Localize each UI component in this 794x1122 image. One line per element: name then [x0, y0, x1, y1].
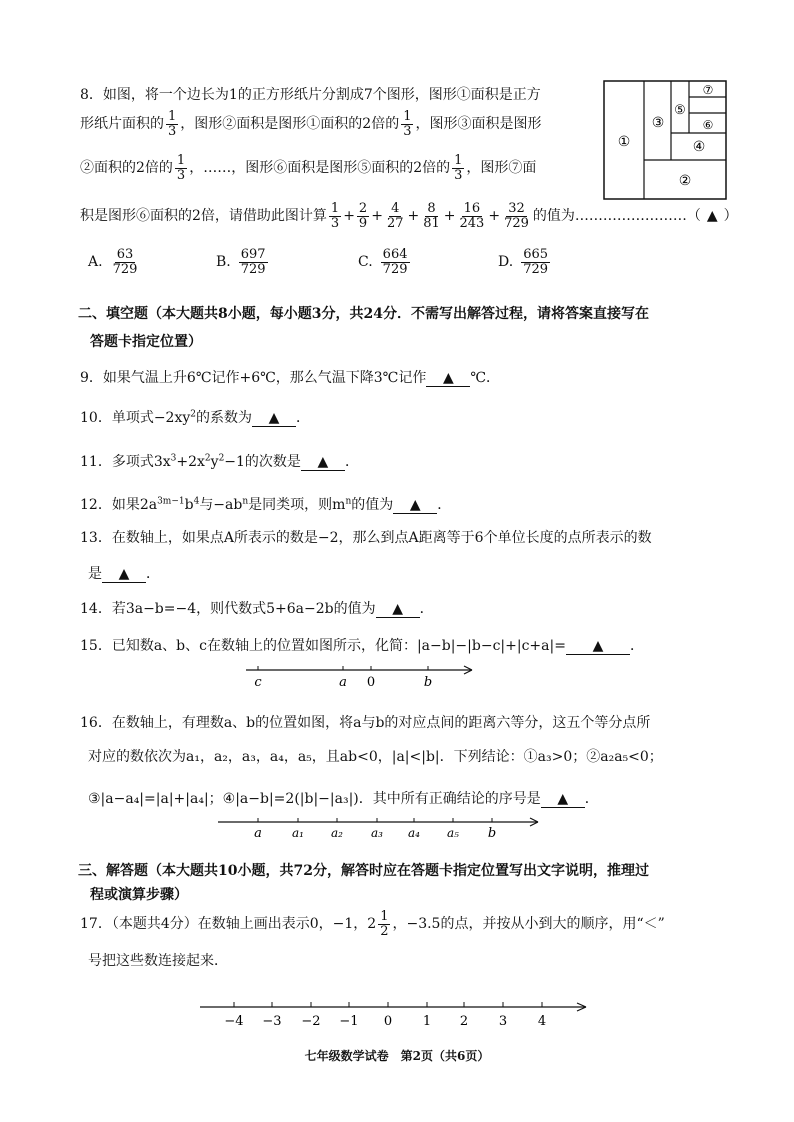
q8-line2	[80, 110, 541, 138]
section3-heading-cont: 程或演算步骤）	[90, 887, 188, 903]
answer-blank[interactable]: ▲	[252, 410, 296, 427]
q8-text: ，图形⑦面	[466, 160, 537, 177]
q8-text: 形纸片面积的	[80, 116, 164, 133]
axis-label-a: a	[339, 675, 347, 690]
q16-line2: 对应的数依次为a₁，a₂，a₃，a₄，a₅，且ab<0，|a|<|b|．下列结论：①a₃>0；②a₂a₅<0；	[88, 749, 663, 765]
axis-label-b: b	[423, 675, 433, 690]
fraction: $\frac{1}{3}$	[176, 153, 186, 183]
region-label-2: ②	[678, 173, 692, 189]
q8-line4: 积是图形⑥面积的2倍，请借助此图计算 $\frac{1}{3}$ + $\frac{2}{9}$ + $\frac{4}{27}$ + $\frac{8}{81}$ + $\frac{16}{243}$ + $\frac{32}{729}$ 的值为……………………（ ▲ ）	[80, 201, 738, 231]
axis-label-a1: a₁	[292, 826, 304, 840]
fraction: $\frac{1}{3}$	[403, 109, 412, 139]
region-label-5: ⑤	[674, 103, 686, 118]
region-label-7: ⑦	[702, 83, 714, 97]
answer-blank[interactable]: ▲	[541, 791, 585, 808]
q17-number-line[interactable]	[196, 997, 592, 1031]
axis-label-a4: a₄	[408, 826, 420, 840]
answer-blank[interactable]: ▲	[102, 566, 146, 583]
axis-label-b: b	[487, 826, 497, 841]
axis-label-0: 0	[383, 1014, 393, 1029]
q16-line3: ③|a−a₄|=|a|+|a₄|；④|a−b|=2(|b|−|a₃|)．其中所有正确结论的序号是 ▲ ．	[88, 791, 599, 807]
region-label-4: ④	[692, 139, 706, 155]
axis-label-neg2: −2	[301, 1014, 321, 1029]
axis-label-neg1: −1	[339, 1014, 359, 1029]
q8-text: ②面积的2倍的	[80, 160, 173, 177]
axis-label-neg3: −3	[262, 1014, 282, 1029]
axis-label-a2: a₂	[331, 826, 343, 840]
q14: 14．若3a−b=−4，则代数式5+6a−2b的值为 ▲ ．	[80, 601, 434, 617]
axis-label-a3: a₃	[371, 826, 383, 840]
q12: 12．如果$2a^{3m-1}b^4$与$-ab^n$是同类项，则$m^n$的值为 ▲ ．	[80, 496, 452, 513]
sum-term: $\frac{16}{243}$	[459, 201, 485, 231]
section2-heading: 二、填空题（本大题共8小题，每小题3分，共24分．不需写出解答过程，请将答案直接写在	[78, 306, 649, 322]
section2-heading-cont: 答题卡指定位置）	[90, 334, 202, 350]
sum-term: $\frac{2}{9}$	[358, 201, 368, 231]
square-partition-figure	[603, 80, 727, 200]
answer-blank[interactable]: ▲	[426, 370, 470, 387]
q9: 9．如果气温上升6℃记作+6℃，那么气温下降3℃记作 ▲ ℃．	[80, 370, 501, 386]
q17-line2: 号把这些数连接起来．	[88, 953, 228, 969]
q8-line1: 8．如图，将一个边长为1的正方形纸片分割成7个图形，图形①面积是正方	[80, 87, 541, 103]
answer-mark: ▲	[706, 208, 718, 225]
answer-blank[interactable]: ▲	[566, 638, 630, 655]
axis-label-4: 4	[537, 1014, 547, 1029]
axis-label-neg4: −4	[224, 1014, 244, 1029]
q8-text: ，……，图形⑥面积是图形⑤面积的2倍的	[189, 160, 451, 177]
axis-label-2: 2	[459, 1014, 469, 1029]
q16-line1: 16．在数轴上，有理数a、b的位置如图，将a与b的对应点间的距离六等分，这五个等分点所	[80, 715, 651, 731]
q10: 10．单项式$-2xy^2$的系数为 ▲ ．	[80, 409, 310, 426]
choice-c[interactable]: C. $\frac{664}{729}$	[358, 247, 408, 277]
answer-blank[interactable]: ▲	[301, 454, 345, 471]
choice-a[interactable]: A. $\frac{63}{729}$	[88, 247, 138, 277]
sum-term: $\frac{1}{3}$	[330, 201, 340, 231]
sum-term: $\frac{32}{729}$	[504, 201, 529, 231]
q8-text: ，图形②面积是图形①面积的2倍的	[180, 116, 400, 133]
q8-text: 的值为……………………（	[532, 208, 701, 225]
region-label-6: ⑥	[702, 118, 714, 132]
q8-line3	[80, 154, 536, 182]
choice-b[interactable]: B. $\frac{697}{729}$	[216, 247, 266, 277]
q15: 15．已知数a、b、c在数轴上的位置如图所示，化简：|a−b|−|b−c|+|c+a|= ▲ ．	[80, 638, 644, 654]
q16-number-line	[212, 814, 544, 842]
sum-term: $\frac{4}{27}$	[386, 201, 404, 231]
q17-line1: 17．（本题共4分）在数轴上画出表示0，−1，2 $\frac{1}{2}$ ，−3.5的点，并按从小到大的顺序，用“＜”	[80, 909, 665, 939]
page-footer: 七年级数学试卷 第2页（共6页）	[304, 1049, 490, 1063]
q11: 11．多项式$3x^3+2x^2y^2-1$的次数是 ▲ ．	[80, 453, 359, 470]
q8-text: 积是图形⑥面积的2倍，请借助此图计算	[80, 208, 327, 225]
q13-line1: 13．在数轴上，如果点A所表示的数是−2，那么到点A距离等于6个单位长度的点所表示的数	[80, 530, 652, 546]
q15-number-line	[240, 660, 480, 692]
axis-label-a: a	[254, 826, 262, 841]
fraction: $\frac{1}{3}$	[168, 109, 177, 139]
fraction: $\frac{1}{3}$	[454, 153, 463, 183]
section3-heading: 三、解答题（本大题共10小题，共72分，解答时应在答题卡指定位置写出文字说明，推理过	[78, 863, 649, 879]
q8-text: ，图形③面积是图形	[415, 116, 542, 133]
region-label-1: ①	[617, 134, 631, 150]
fraction: $\frac{1}{2}$	[380, 909, 389, 939]
axis-label-3: 3	[498, 1014, 508, 1029]
answer-blank[interactable]: ▲	[376, 601, 420, 618]
q17-ticks	[234, 1002, 542, 1007]
region-label-3: ③	[651, 115, 665, 131]
axis-label-a5: a₅	[447, 826, 459, 840]
axis-label-1: 1	[422, 1014, 432, 1029]
sum-term: $\frac{8}{81}$	[423, 201, 440, 231]
answer-blank[interactable]: ▲	[393, 497, 437, 514]
choice-d[interactable]: D. $\frac{665}{729}$	[498, 247, 549, 277]
axis-label-c: c	[254, 675, 262, 690]
axis-label-0: 0	[366, 675, 376, 690]
q13-line2: 是 ▲ ．	[88, 566, 160, 582]
